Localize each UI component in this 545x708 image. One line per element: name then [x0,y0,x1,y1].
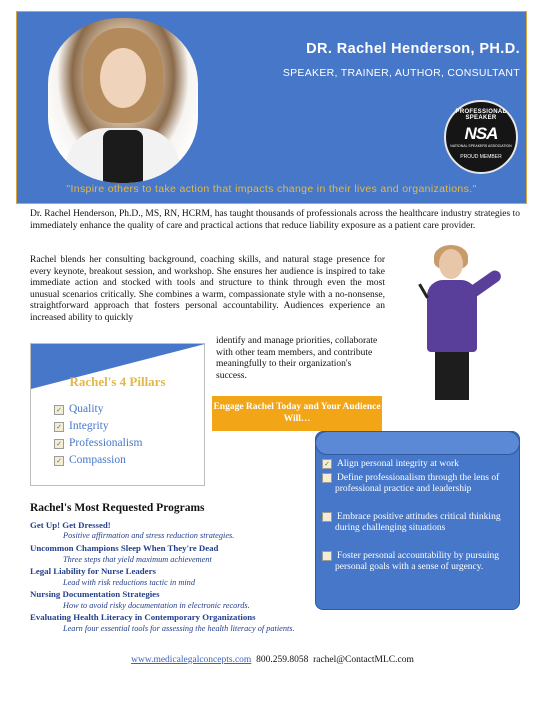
program-description: Positive affirmation and stress reduction strategies. [63,531,235,540]
speaker-stage-photo [392,245,517,400]
checkbox-icon: ✓ [322,459,332,469]
checkbox-icon: ✓ [322,551,332,561]
email-address[interactable]: rachel@ContactMLC.com [313,655,414,665]
pillar-item: ✓ Compassion [54,454,126,466]
bio-paragraph: Rachel blends her consulting background, coaching skills, and natural stage presence for every keynote, breakout session, and workshop. She ensures her audience is inspired to take immediate action and stocked with tools and structure to think through even the most unusual scenarios critically. She combines a warm, compassionate style with a no-nonsense, straightforward approach that fosters personal accountability. Audiences experience an increased ability to quickly [30,255,385,323]
pillar-item: ✓ Professionalism [54,437,142,449]
website-link[interactable]: www.medicalegalconcepts.com [131,655,252,665]
program-description: Lead with risk reductions tactic in mind [63,578,195,587]
badge-arc-text: PROFESSIONAL SPEAKER [455,109,507,121]
program-name: Legal Liability for Nurse Leaders [30,566,156,576]
outcome-item: ✓ Define professionalism through the lens of professional practice and leadership [317,473,500,494]
phone-number: 800.259.8058 [256,655,309,665]
checkbox-icon: ✓ [54,456,64,466]
program-description: Learn four essential tools for assessing the health literacy of patients. [63,624,295,633]
nsa-member-badge [444,100,518,174]
program-name: Uncommon Champions Sleep When They're Dead [30,543,219,553]
outcome-item: ✓ Foster personal accountability by pursuing personal goals with a sense of urgency. [317,551,499,572]
intro-paragraph: Dr. Rachel Henderson, Ph.D., MS, RN, HCRM, has taught thousands of professionals across the healthcare industry strategies to immediately enhance the quality of care and practical actions that reduce liability exposure as a patient care provider. [30,209,520,231]
nsa-logo: NSA [464,124,498,143]
outcome-item: ✓ Embrace positive attitudes critical thinking during challenging situations [317,512,501,533]
badge-org-text: NATIONAL SPEAKERS ASSOCIATION [450,144,512,148]
checkbox-icon: ✓ [54,405,64,415]
checkbox-icon: ✓ [54,422,64,432]
outcome-item: ✓ Align personal integrity at work [322,459,502,470]
program-description: Three steps that yield maximum achievement [63,555,212,564]
pillar-item: ✓ Quality [54,403,104,415]
scroll-curl [315,431,520,455]
headshot-photo [48,18,198,183]
program-name: Evaluating Health Literacy in Contemporary Organizations [30,612,256,622]
badge-member-text: PROUD MEMBER [460,154,502,160]
footer-contact [0,655,545,665]
checkbox-icon: ✓ [54,439,64,449]
pillars-title: Rachel's 4 Pillars [69,374,166,389]
program-name: Get Up! Get Dressed! [30,520,111,530]
engage-rachel-button[interactable]: Engage Rachel Today and Your Audience Will… [212,396,382,431]
program-description: How to avoid risky documentation in electronic records. [63,601,250,610]
checkbox-icon: ✓ [322,473,332,483]
programs-title: Rachel's Most Requested Programs [30,502,205,514]
pillar-item: ✓ Integrity [54,420,109,432]
bio-paragraph-continued: identify and manage priorities, collaborate with other team members, and contribute meaningfully to their organization's success. [216,336,378,381]
program-name: Nursing Documentation Strategies [30,589,160,599]
tagline: "Inspire others to take action that impacts change in their lives and organizations." [66,183,477,195]
checkbox-icon: ✓ [322,512,332,522]
speaker-name: DR. Rachel Henderson, PH.D. [306,41,520,57]
speaker-roles: SPEAKER, TRAINER, AUTHOR, CONSULTANT [282,67,520,79]
